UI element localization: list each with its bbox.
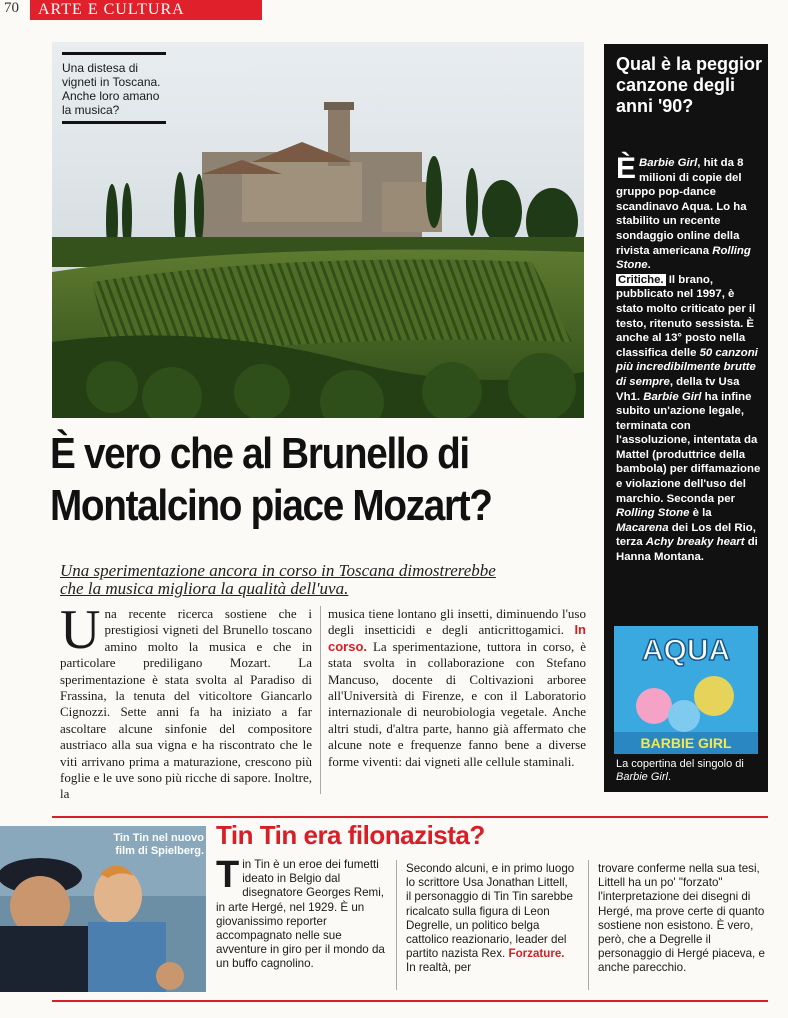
article-col2-text-b: La sperimentazione, tuttora in corso, è stata svolta in collaborazione con Stefano Mancuso, docente di Coltivazioni arboree all'Università di Firenze, e con il Laboratorio internazionale di neurobiologia vegetale. Anche altri studi, d'altra parte, hanno già affermato che alcune note e frequenze fanno bene a diverse forme viventi: dai vigneti alle cellule staminali. [328, 638, 586, 769]
album-caption-b: Barbie Girl [616, 771, 668, 783]
album-caption-a: La copertina del singolo di [616, 758, 744, 770]
tintin-divider-1 [396, 860, 397, 990]
tintin-column-3: trovare conferme nella sua tesi, Littell ha un po' "forzato" l'interpretazione dei disegni di Hergé, ma prove certe di quanto sostiene non esistono. È vero, però, che a Degrelle il personaggio di Hergé piaceva, e anche parecchio. [598, 862, 765, 975]
article-headline [50, 428, 534, 532]
tintin-col2-label: Forzature. [508, 947, 565, 961]
sidebar-dropcap: È [616, 152, 637, 185]
article-col2-label: In corso. [328, 622, 586, 654]
tintin-column-1 [216, 854, 386, 972]
caption-rule-bottom [62, 121, 166, 124]
tintin-col2-text-a: Secondo alcuni, e in primo luogo lo scrittore Usa Jonathan Littell, il personaggio di Tin Tin sarebbe ricalcato sulla figura di Leon Degrelle, un politico belga cattolico reazionario, leader del partito nazista Rex. [406, 862, 575, 961]
article-dropcap: U [60, 599, 101, 661]
sidebar-p1c: Rolling Stone [616, 244, 751, 272]
red-rule-top [52, 816, 768, 818]
page-number: 70 [4, 0, 19, 16]
article-subhead [60, 562, 580, 598]
sidebar-p2a: Il brano, pubblicato nel 1997, è stato molto criticato per il testo, ritenuto sessista. È anche al 13° posto nella classifica delle [616, 273, 756, 359]
subhead-line-2: che la musica migliora la qualità dell'uva. [60, 579, 349, 598]
sidebar-song: Barbie Girl [639, 157, 698, 169]
sidebar-p2e: ha infine subito un'azione legale, terminata con l'assoluzione, intentata da Mattel (produttrice della bambola) per diffamazione e violazione dell'uso del marchio. Seconda per [616, 390, 761, 505]
sidebar-text [616, 152, 764, 565]
article-col1-text: na recente ricerca sostiene che i prestigiosi vigneti del Brunello toscano amino molto la musica e che in particolare prediligano Mozart. La sperimentazione è stata svolta al Paradiso di Frassina, la tenuta del viticoltore Giancarlo Cignozzi. Sette anni fa ha iniziato a far ascoltare alcune sinfonie del compositore austriaco alla sua vigna e ha riscontrato che le viti arrivano prima a maturazione, crescono più foglie e le uve sono più ricche di sapore. Inoltre, la [60, 606, 312, 802]
tintin-col2-text-b: In realtà, per [406, 961, 472, 975]
sidebar-title: Qual è la peggior canzone degli anni '90? [616, 54, 763, 116]
sidebar-p2j: Achy breaky heart [645, 536, 745, 549]
tintin-dropcap: T [216, 854, 240, 896]
sidebar-p2b: 50 canzoni più incredibilmente brutte di sempre [616, 346, 758, 388]
headline-line-1: È vero che al Brunello di [50, 429, 469, 478]
album-title: BARBIE GIRL [640, 735, 732, 751]
red-rule-bottom [52, 1000, 768, 1002]
sidebar-p1d: . [647, 259, 651, 272]
sidebar-p1b: , hit da 8 milioni di copie del gruppo pop-dance scandinavo Aqua. Lo ha stabilito un recente sondaggio online della rivista americana [616, 157, 747, 257]
sidebar-p2k: di Hanna Montana. [616, 536, 758, 564]
article-column-2 [328, 606, 586, 770]
sidebar-p2c: , della tv Usa Vh1. [616, 375, 740, 403]
article-column-1 [60, 599, 312, 803]
article-col2-text-a: musica tiene lontano gli insetti, diminuendo l'uso degli insetticidi e degli anticrittogamici. [328, 606, 586, 638]
photo-caption [62, 52, 166, 124]
sidebar-p2d: Barbie Girl [643, 390, 702, 403]
album-cover-art [614, 626, 758, 754]
album-cover [614, 626, 758, 754]
album-caption-c: . [667, 771, 672, 783]
sidebar-p2g: è la [689, 507, 712, 520]
sidebar-label: Critiche. [618, 273, 664, 286]
subhead-line-1: Una sperimentazione ancora in corso in Toscana dimostrerebbe [60, 561, 496, 580]
headline-line-2: Montalcino piace Mozart? [50, 481, 492, 530]
column-divider [320, 606, 321, 794]
photo-caption-text: Una distesa di vigneti in Toscana. Anche loro amano la musica? [62, 61, 161, 117]
section-banner: ARTE E CULTURA [30, 0, 262, 20]
sidebar-p2f: Rolling Stone [616, 507, 690, 520]
sidebar-p2i: dei Los del Rio, terza [616, 521, 756, 549]
album-band-name: AQUA [641, 634, 731, 667]
tintin-photo-caption: Tin Tin nel nuovo film di Spielberg. [113, 832, 204, 857]
tintin-headline: Tin Tin era filonazista? [216, 820, 485, 850]
sidebar-p2h: Macarena [616, 521, 669, 534]
tintin-col1-text: in Tin è un eroe dei fumetti ideato in Belgio dal disegnatore Georges Remi, in arte Hergé, nel 1929. È un giovanissimo reporter accompagnato nelle sue avventure in giro per il mondo da un buffo cagnolino. [216, 858, 385, 971]
tintin-column-2 [406, 862, 576, 976]
album-caption [616, 758, 762, 784]
tintin-divider-2 [588, 860, 589, 990]
